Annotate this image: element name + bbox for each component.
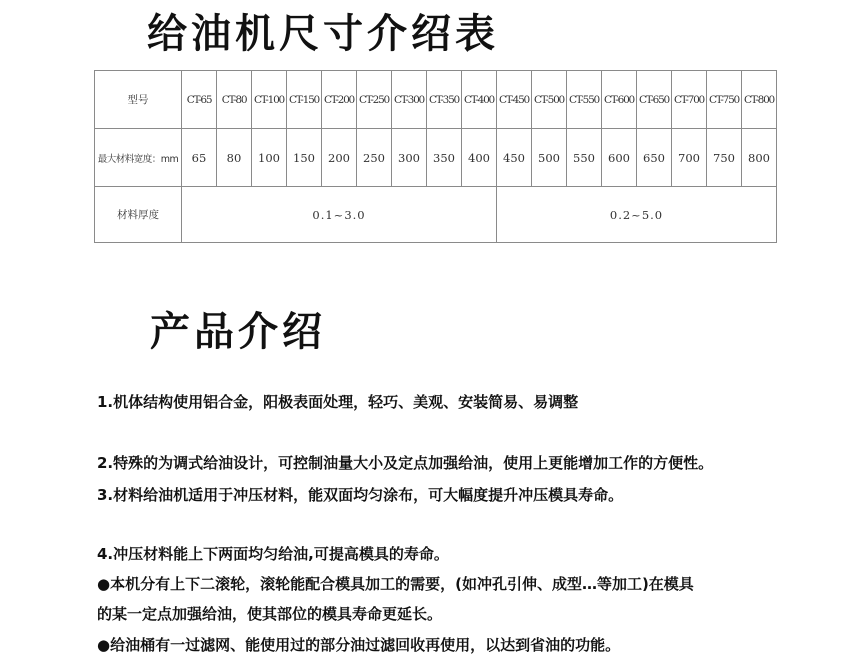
intro-line: 3.材料给油机适用于冲压材料，能双面均匀涂布，可大幅度提升冲压模具寿命。	[97, 486, 624, 504]
model-cell: CT-65	[182, 71, 217, 129]
max-width-cell: 200	[322, 129, 357, 187]
model-cell: CT-750	[707, 71, 742, 129]
model-cell: CT-250	[357, 71, 392, 129]
max-width-cell: 750	[707, 129, 742, 187]
thickness-range-cell: 0.2~5.0	[497, 187, 777, 243]
intro-title: 产品介绍	[150, 309, 326, 355]
max-width-cell: 500	[532, 129, 567, 187]
max-width-cell: 450	[497, 129, 532, 187]
max-width-cell: 250	[357, 129, 392, 187]
model-cell: CT-500	[532, 71, 567, 129]
intro-line: 1.机体结构使用铝合金，阳极表面处理，轻巧、美观、安装简易、易调整	[97, 393, 579, 411]
max-width-cell: 650	[637, 129, 672, 187]
model-cell: CT-400	[462, 71, 497, 129]
model-cell: CT-550	[567, 71, 602, 129]
model-cell: CT-600	[602, 71, 637, 129]
max-width-cell: 550	[567, 129, 602, 187]
intro-line: 2.特殊的为调式给油设计，可控制油量大小及定点加强给油，使用上更能增加工作的方便性。	[97, 454, 714, 472]
model-cell: CT-650	[637, 71, 672, 129]
thickness-row-header: 材料厚度	[95, 187, 182, 243]
max-width-row	[95, 129, 777, 187]
model-cell: CT-350	[427, 71, 462, 129]
intro-line: 的某一定点加强给油，使其部位的模具寿命更延长。	[97, 605, 443, 623]
max-width-cell: 150	[287, 129, 322, 187]
model-cell: CT-300	[392, 71, 427, 129]
intro-line: ●本机分有上下二滚轮，滚轮能配合模具加工的需要，(如冲孔引伸、成型…等加工)在模具	[97, 575, 694, 593]
max-width-cell: 80	[217, 129, 252, 187]
max-width-cell: 600	[602, 129, 637, 187]
page-title: 给油机尺寸介绍表	[147, 11, 499, 57]
model-cell: CT-100	[252, 71, 287, 129]
model-cell: CT-700	[672, 71, 707, 129]
model-row	[95, 71, 777, 129]
model-cell: CT-800	[742, 71, 777, 129]
max-width-cell: 350	[427, 129, 462, 187]
model-cell: CT-150	[287, 71, 322, 129]
max-width-cell: 700	[672, 129, 707, 187]
max-width-row-header: 最大材料宽度：mm	[95, 129, 182, 187]
max-width-cell: 65	[182, 129, 217, 187]
thickness-range-cell: 0.1~3.0	[182, 187, 497, 243]
model-cell: CT-200	[322, 71, 357, 129]
max-width-cell: 300	[392, 129, 427, 187]
model-cell: CT-450	[497, 71, 532, 129]
model-row-header: 型号	[95, 71, 182, 129]
max-width-cell: 400	[462, 129, 497, 187]
thickness-row	[95, 187, 777, 243]
intro-line: ●给油桶有一过滤网、能使用过的部分油过滤回收再使用，以达到省油的功能。	[97, 636, 621, 654]
model-cell: CT-80	[217, 71, 252, 129]
max-width-cell: 100	[252, 129, 287, 187]
max-width-cell: 800	[742, 129, 777, 187]
spec-table	[94, 70, 777, 243]
intro-line: 4.冲压材料能上下两面均匀给油,可提高模具的寿命。	[97, 545, 449, 563]
